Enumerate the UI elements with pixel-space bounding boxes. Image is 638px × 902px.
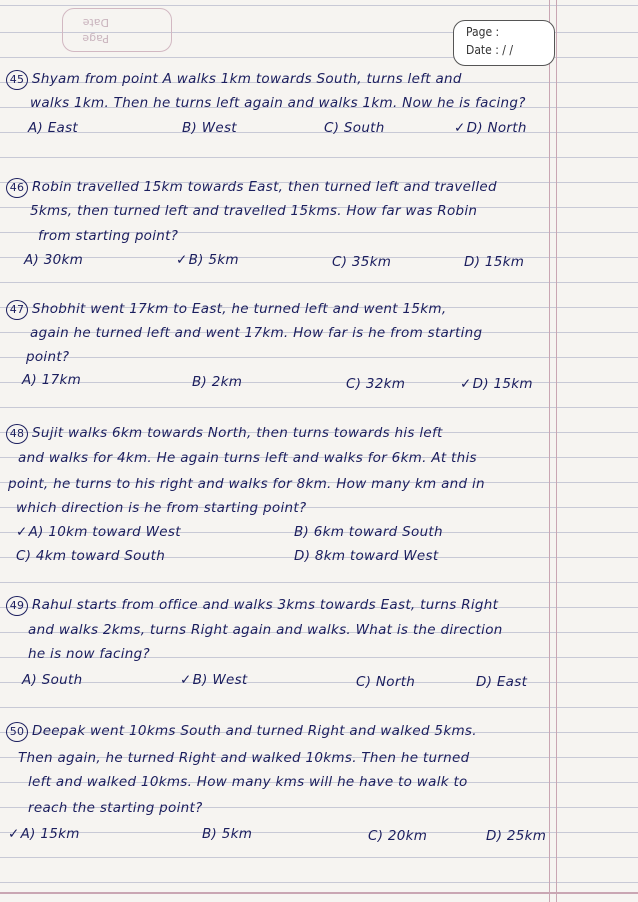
margin-line (549, 0, 550, 902)
question-line: which direction is he from starting point? (16, 500, 307, 516)
question-number: 49 (6, 596, 28, 616)
question-line: 46 Robin travelled 15km towards East, then turned left and travelled (6, 178, 497, 198)
question-line: 45 Shyam from point A walks 1km towards South, turns left and (6, 70, 462, 90)
check-mark-icon: ✓ (454, 120, 466, 136)
check-mark-icon: ✓ (460, 376, 472, 392)
question-line: 50 Deepak went 10kms South and turned Right and walked 5kms. (6, 722, 477, 742)
bleed-through-header (62, 8, 172, 52)
check-mark-icon: ✓ (176, 252, 188, 268)
question-line: 49 Rahul starts from office and walks 3kms towards East, turns Right (6, 596, 498, 616)
question-line: reach the starting point? (28, 800, 203, 816)
check-mark-icon: ✓ (8, 826, 20, 842)
option-a: A) 30km (24, 252, 84, 268)
question-line: 48 Sujit walks 6km towards North, then turns towards his left (6, 424, 443, 444)
question-number: 46 (6, 178, 28, 198)
check-mark-icon: ✓ (16, 524, 28, 540)
option-c: C) 4km toward South (16, 548, 166, 564)
question-line: and walks 2kms, turns Right again and walks. What is the direction (28, 622, 503, 638)
option-c: C) South (324, 120, 385, 136)
option-c: C) 32km (346, 376, 406, 392)
question-line: left and walked 10kms. How many kms will he have to walk to (28, 774, 468, 790)
option-a-marked: ✓A) 15km (8, 826, 80, 842)
option-b-marked: ✓B) West (180, 672, 248, 688)
question-line: point? (26, 349, 70, 365)
option-c: C) 20km (368, 828, 428, 844)
date-label: Date : / / (466, 43, 514, 57)
option-d: D) East (476, 674, 528, 690)
option-d-marked: ✓D) 15km (460, 376, 533, 392)
option-d: D) 25km (486, 828, 547, 844)
ghost-date-label: Date (82, 16, 109, 29)
option-a-marked: ✓A) 10km toward West (16, 524, 181, 540)
option-d: D) 15km (464, 254, 525, 270)
question-number: 50 (6, 722, 28, 742)
question-line: walks 1km. Then he turns left again and walks 1km. Now he is facing? (30, 95, 526, 111)
option-b: B) 5km (202, 826, 253, 842)
option-b: B) 2km (192, 374, 243, 390)
question-number: 45 (6, 70, 28, 90)
option-a: A) 17km (22, 372, 82, 388)
page-label: Page : (466, 25, 500, 39)
question-line: point, he turns to his right and walks for 8km. How many km and in (8, 476, 485, 492)
question-number: 47 (6, 300, 28, 320)
question-line: 47 Shobhit went 17km to East, he turned left and went 15km, (6, 300, 446, 320)
option-d: D) 8km toward West (294, 548, 439, 564)
option-b-marked: ✓B) 5km (176, 252, 239, 268)
question-number: 48 (6, 424, 28, 444)
question-line: Then again, he turned Right and walked 10kms. Then he turned (18, 750, 470, 766)
option-c: C) 35km (332, 254, 392, 270)
option-b: B) West (182, 120, 237, 136)
question-line: 5kms, then turned left and travelled 15kms. How far was Robin (30, 203, 478, 219)
ghost-page-label: Page (82, 32, 109, 45)
page-date-box (453, 20, 555, 66)
option-a: A) East (28, 120, 79, 136)
page-bottom-rule (0, 892, 638, 894)
option-c: C) North (356, 674, 416, 690)
question-line: he is now facing? (28, 646, 150, 662)
question-line: and walks for 4km. He again turns left and walks for 6km. At this (18, 450, 477, 466)
option-b: B) 6km toward South (294, 524, 443, 540)
check-mark-icon: ✓ (180, 672, 192, 688)
option-d-marked: ✓D) North (454, 120, 527, 136)
question-line: from starting point? (38, 228, 179, 244)
margin-line (556, 0, 557, 902)
question-line: again he turned left and went 17km. How far is he from starting (30, 325, 483, 341)
option-a: A) South (22, 672, 83, 688)
